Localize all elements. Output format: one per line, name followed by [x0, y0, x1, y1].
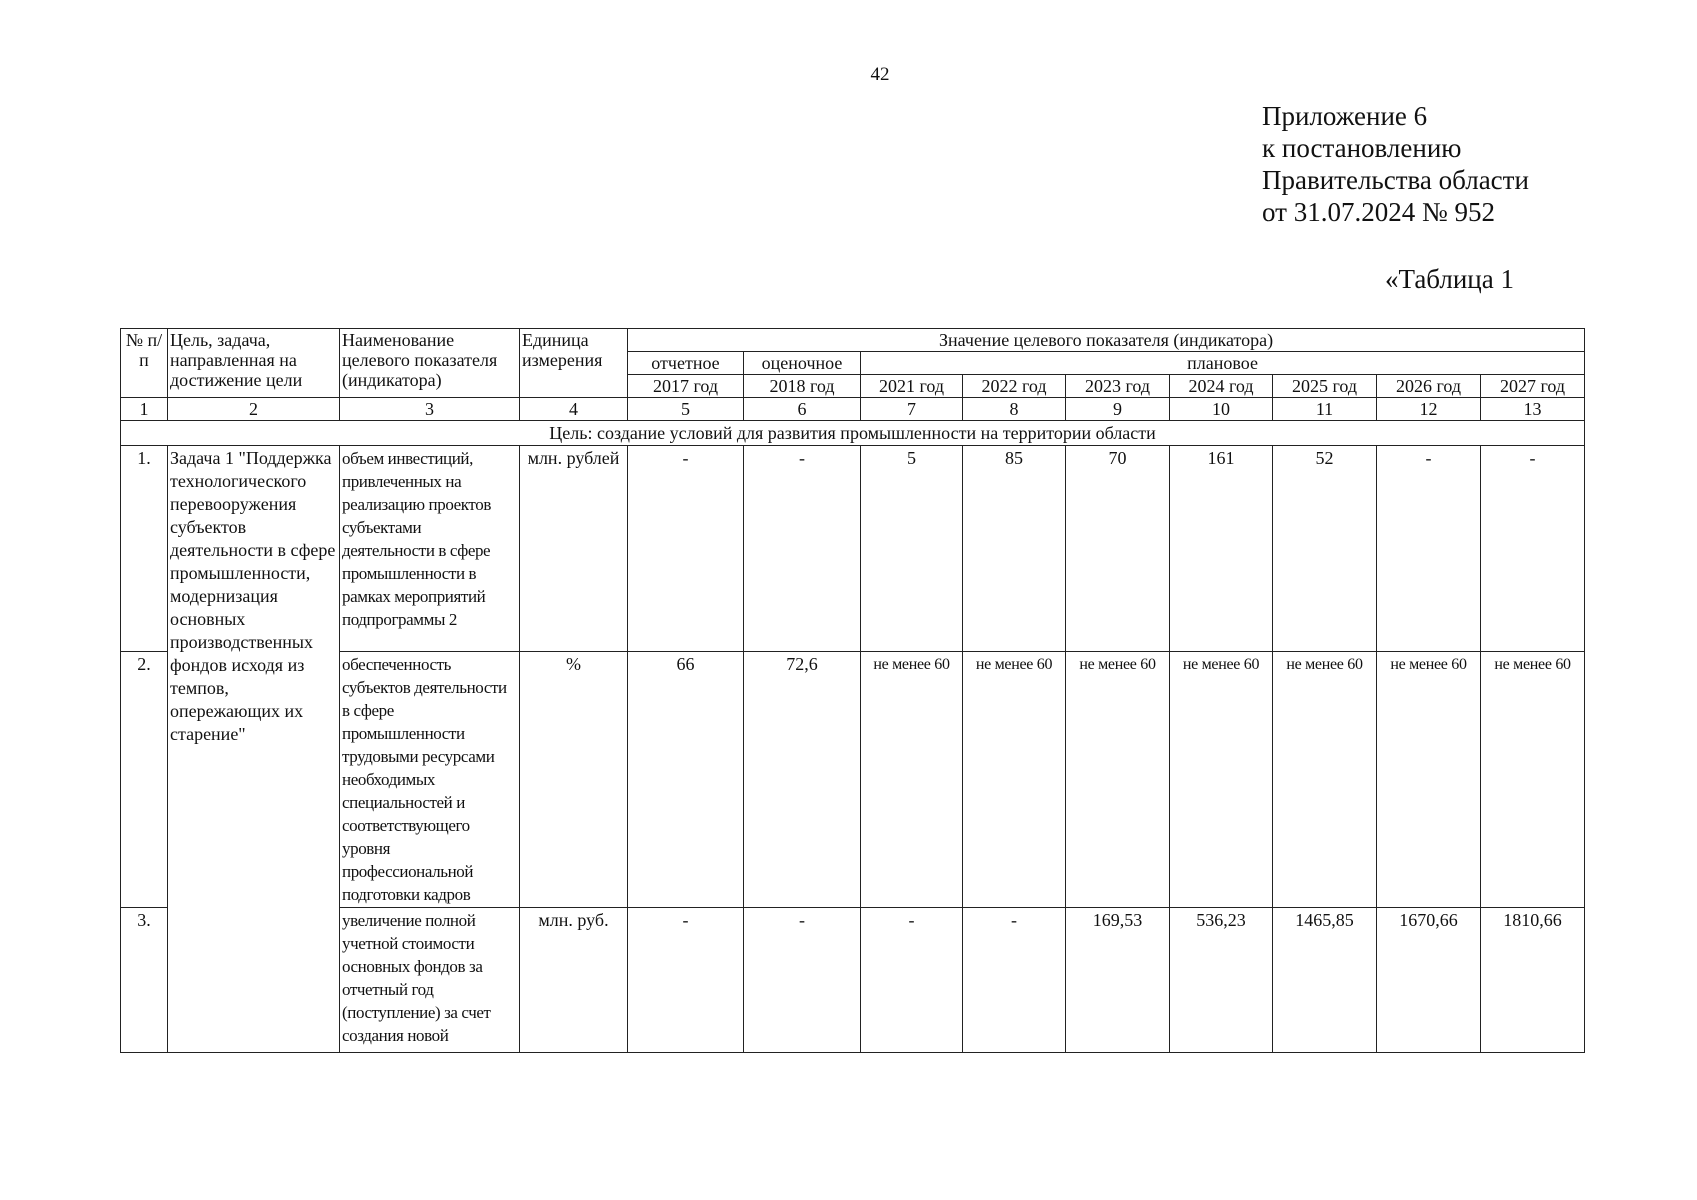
column-number: 9 [1066, 398, 1170, 421]
value-cell: 1670,66 [1377, 908, 1481, 1053]
unit-cell: % [520, 652, 628, 908]
header-year: 2023 год [1066, 375, 1170, 398]
header-year: 2021 год [861, 375, 963, 398]
appendix-heading [1262, 100, 1529, 228]
header-planned: плановое [861, 352, 1585, 375]
value-cell: - [628, 446, 744, 652]
value-cell: - [744, 446, 861, 652]
column-number: 12 [1377, 398, 1481, 421]
task-cell: Задача 1 "Поддержка технологического перевооружения субъектов деятельности в сфере промышленности, модернизация основных производственных фондов исходя из темпов, опережающих их старение" [168, 446, 340, 1053]
column-number: 13 [1481, 398, 1585, 421]
column-number: 4 [520, 398, 628, 421]
header-estimated: оценочное [744, 352, 861, 375]
header-year: 2025 год [1273, 375, 1377, 398]
header-goal: Цель, задача, направленная на достижение цели [168, 329, 340, 398]
column-number: 10 [1170, 398, 1273, 421]
unit-cell: млн. руб. [520, 908, 628, 1053]
column-number: 5 [628, 398, 744, 421]
value-cell: - [861, 908, 963, 1053]
header-year: 2022 год [963, 375, 1066, 398]
value-cell: 1810,66 [1481, 908, 1585, 1053]
column-number: 7 [861, 398, 963, 421]
header-unit: Единица измерения [520, 329, 628, 398]
value-cell: 169,53 [1066, 908, 1170, 1053]
value-cell: 52 [1273, 446, 1377, 652]
value-cell: 1465,85 [1273, 908, 1377, 1053]
value-cell: не менее 60 [1377, 652, 1481, 908]
value-cell: 85 [963, 446, 1066, 652]
table-row [121, 908, 1585, 1053]
value-cell: 5 [861, 446, 963, 652]
column-number: 3 [340, 398, 520, 421]
value-cell: 66 [628, 652, 744, 908]
header-value-group: Значение целевого показателя (индикатора) [628, 329, 1585, 352]
appendix-line: Приложение 6 [1262, 101, 1428, 131]
table-row [121, 652, 1585, 908]
value-cell: - [628, 908, 744, 1053]
header-reported: отчетное [628, 352, 744, 375]
column-number: 6 [744, 398, 861, 421]
appendix-line: Правительства области [1262, 165, 1529, 195]
appendix-line: от 31.07.2024 № 952 [1262, 197, 1495, 227]
value-cell: не менее 60 [1481, 652, 1585, 908]
row-number: 2. [121, 652, 168, 908]
header-year: 2026 год [1377, 375, 1481, 398]
value-cell: 70 [1066, 446, 1170, 652]
column-number: 8 [963, 398, 1066, 421]
indicator-name: объем инвестиций, привлеченных на реализацию проектов субъектами деятельности в сфере промышленности в рамках мероприятий подпрограммы 2 [340, 446, 520, 652]
goal-row: Цель: создание условий для развития промышленности на территории области [121, 421, 1585, 446]
appendix-line: к постановлению [1262, 133, 1462, 163]
value-cell: не менее 60 [1066, 652, 1170, 908]
column-number: 2 [168, 398, 340, 421]
value-cell: не менее 60 [963, 652, 1066, 908]
header-year: 2027 год [1481, 375, 1585, 398]
row-number: 1. [121, 446, 168, 652]
header-year: 2017 год [628, 375, 744, 398]
header-num: № п/п [121, 329, 168, 398]
value-cell: не менее 60 [1170, 652, 1273, 908]
indicator-name: обеспеченность субъектов деятельности в сфере промышленности трудовыми ресурсами необходимых специальностей и соответствующего уровня профессиональной подготовки кадров [340, 652, 520, 908]
unit-cell: млн. рублей [520, 446, 628, 652]
value-cell: не менее 60 [1273, 652, 1377, 908]
value-cell: - [744, 908, 861, 1053]
indicator-name: увеличение полной учетной стоимости основных фондов за отчетный год (поступление) за счет создания новой [340, 908, 520, 1053]
value-cell: 161 [1170, 446, 1273, 652]
header-year: 2018 год [744, 375, 861, 398]
value-cell: не менее 60 [861, 652, 963, 908]
table-title: «Таблица 1 [1385, 264, 1514, 294]
value-cell: - [963, 908, 1066, 1053]
page-number: 42 [870, 64, 890, 85]
value-cell: - [1377, 446, 1481, 652]
value-cell: 72,6 [744, 652, 861, 908]
table-row [121, 446, 1585, 652]
header-indicator: Наименование целевого показателя (индикатора) [340, 329, 520, 398]
value-cell: - [1481, 446, 1585, 652]
column-number: 1 [121, 398, 168, 421]
header-year: 2024 год [1170, 375, 1273, 398]
row-number: 3. [121, 908, 168, 1053]
value-cell: 536,23 [1170, 908, 1273, 1053]
column-number: 11 [1273, 398, 1377, 421]
indicator-table [120, 328, 1585, 1053]
